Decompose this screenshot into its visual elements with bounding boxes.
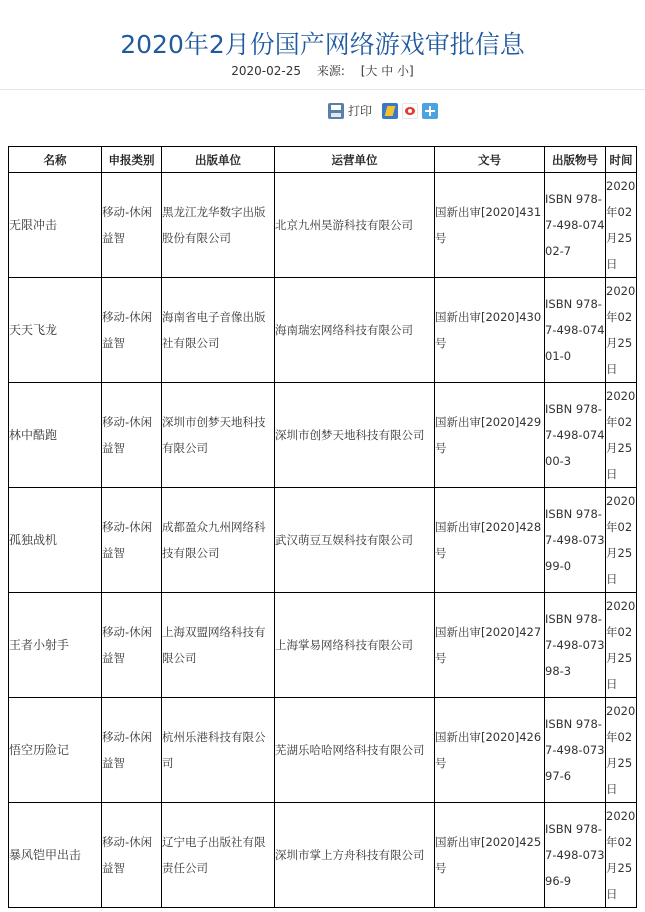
table-row (9, 173, 637, 278)
column-header-operator: 运营单位 (275, 147, 435, 173)
cell-operator: 深圳市掌上方舟科技有限公司 (275, 803, 435, 908)
cell-approval-no: 国新出审[2020]428号 (435, 488, 545, 593)
cell-category: 移动-休闲益智 (102, 488, 162, 593)
header-divider (0, 89, 645, 90)
cell-name: 天天飞龙 (9, 278, 102, 383)
cell-category: 移动-休闲益智 (102, 383, 162, 488)
cell-isbn: ISBN 978-7-498-07397-6 (545, 698, 606, 803)
cell-isbn: ISBN 978-7-498-07399-0 (545, 488, 606, 593)
cell-publisher: 上海双盟网络科技有限公司 (162, 593, 275, 698)
cell-publisher: 黑龙江龙华数字出版股份有限公司 (162, 173, 275, 278)
page-title: 2020年2月份国产网络游戏审批信息 (120, 29, 525, 59)
more-share-icon[interactable] (422, 103, 438, 119)
cell-approval-no: 国新出审[2020]425号 (435, 803, 545, 908)
column-header-publisher: 出版单位 (162, 147, 275, 173)
cell-operator: 芜湖乐哈哈网络科技有限公司 (275, 698, 435, 803)
weibo-icon[interactable] (402, 103, 418, 119)
table-header-row (9, 147, 637, 173)
cell-date: 2020年02月25日 (606, 488, 637, 593)
cell-name: 无限冲击 (9, 173, 102, 278)
cell-isbn: ISBN 978-7-498-07398-3 (545, 593, 606, 698)
approval-table (8, 146, 637, 908)
column-header-name: 名称 (9, 147, 102, 173)
cell-publisher: 辽宁电子出版社有限责任公司 (162, 803, 275, 908)
cell-approval-no: 国新出审[2020]429号 (435, 383, 545, 488)
column-header-category: 申报类别 (102, 147, 162, 173)
cell-isbn: ISBN 978-7-498-07402-7 (545, 173, 606, 278)
cell-publisher: 深圳市创梦天地科技有限公司 (162, 383, 275, 488)
cell-publisher: 杭州乐港科技有限公司 (162, 698, 275, 803)
cell-operator: 北京九州昊游科技有限公司 (275, 173, 435, 278)
cell-category: 移动-休闲益智 (102, 173, 162, 278)
cell-date: 2020年02月25日 (606, 593, 637, 698)
column-header-isbn: 出版物号 (545, 147, 606, 173)
cell-approval-no: 国新出审[2020]430号 (435, 278, 545, 383)
cell-approval-no: 国新出审[2020]427号 (435, 593, 545, 698)
column-header-approval-no: 文号 (435, 147, 545, 173)
cell-name: 林中酷跑 (9, 383, 102, 488)
cell-isbn: ISBN 978-7-498-07401-0 (545, 278, 606, 383)
cell-approval-no: 国新出审[2020]431号 (435, 173, 545, 278)
cell-date: 2020年02月25日 (606, 383, 637, 488)
publish-date: 2020-02-25 (231, 64, 302, 78)
cell-operator: 武汉萌豆互娱科技有限公司 (275, 488, 435, 593)
cell-category: 移动-休闲益智 (102, 698, 162, 803)
cell-date: 2020年02月25日 (606, 803, 637, 908)
cell-isbn: ISBN 978-7-498-07400-3 (545, 383, 606, 488)
cell-category: 移动-休闲益智 (102, 278, 162, 383)
cell-category: 移动-休闲益智 (102, 593, 162, 698)
table-row (9, 593, 637, 698)
font-size-switcher[interactable]: [大 中 小] (360, 64, 414, 78)
printer-icon[interactable] (328, 103, 344, 119)
cell-operator: 深圳市创梦天地科技有限公司 (275, 383, 435, 488)
cell-publisher: 成都盈众九州网络科技有限公司 (162, 488, 275, 593)
cell-name: 悟空历险记 (9, 698, 102, 803)
table-row (9, 488, 637, 593)
column-header-date: 时间 (606, 147, 637, 173)
share-icon-a[interactable] (382, 103, 398, 119)
article-meta (0, 62, 645, 79)
table-row (9, 278, 637, 383)
cell-name: 孤独战机 (9, 488, 102, 593)
print-button[interactable]: 打印 (348, 104, 373, 118)
cell-operator: 上海掌易网络科技有限公司 (275, 593, 435, 698)
cell-publisher: 海南省电子音像出版社有限公司 (162, 278, 275, 383)
article-toolbar (328, 102, 442, 119)
cell-operator: 海南瑞宏网络科技有限公司 (275, 278, 435, 383)
cell-date: 2020年02月25日 (606, 173, 637, 278)
cell-name: 暴风铠甲出击 (9, 803, 102, 908)
table-row (9, 383, 637, 488)
cell-category: 移动-休闲益智 (102, 803, 162, 908)
source-label: 来源: (316, 64, 345, 78)
cell-date: 2020年02月25日 (606, 278, 637, 383)
cell-name: 王者小射手 (9, 593, 102, 698)
cell-isbn: ISBN 978-7-498-07396-9 (545, 803, 606, 908)
table-row (9, 803, 637, 908)
cell-date: 2020年02月25日 (606, 698, 637, 803)
table-row (9, 698, 637, 803)
cell-approval-no: 国新出审[2020]426号 (435, 698, 545, 803)
